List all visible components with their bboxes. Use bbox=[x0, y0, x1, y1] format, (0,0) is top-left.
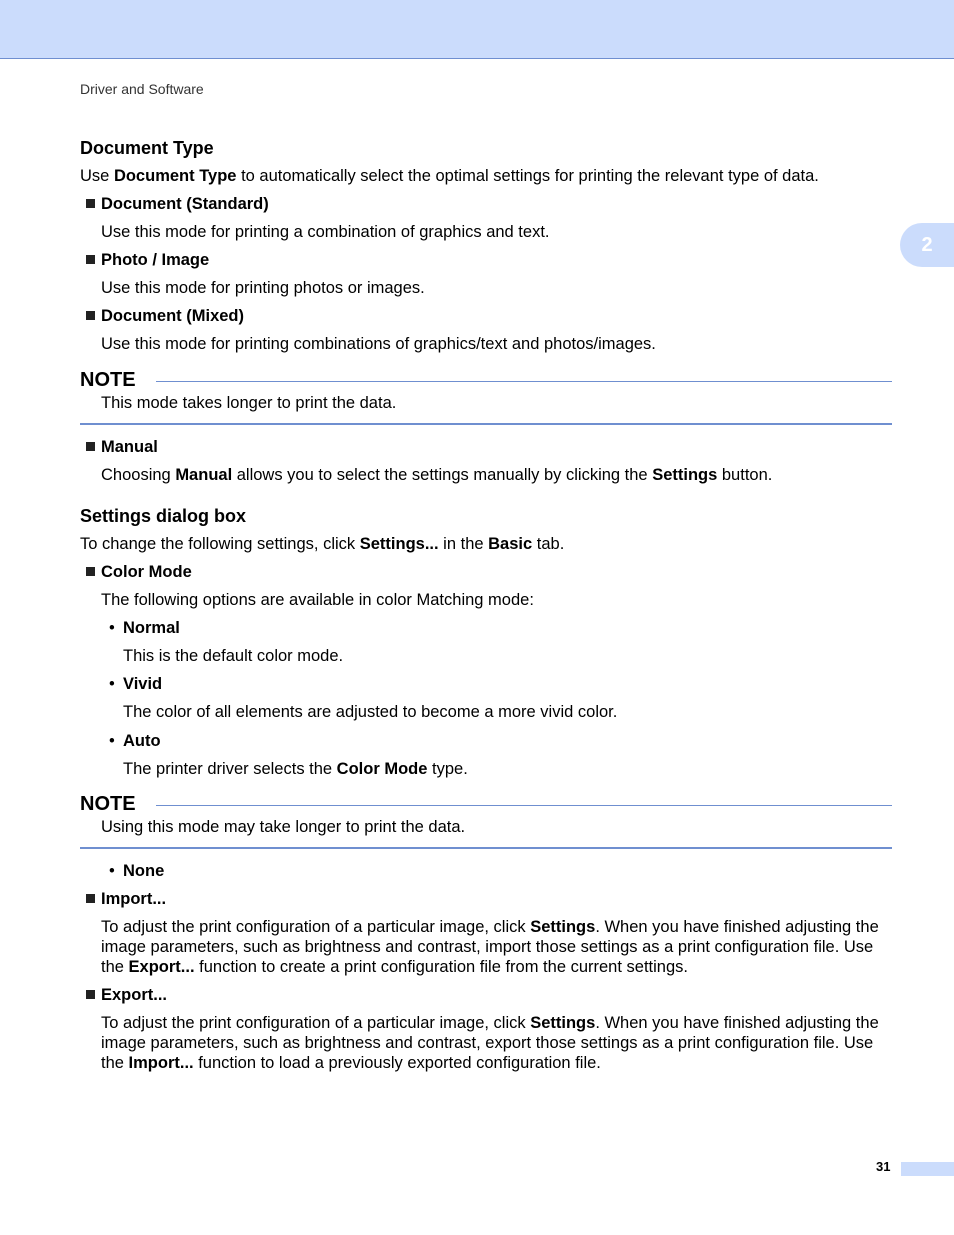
note-rule bbox=[156, 805, 892, 806]
item-document-standard-desc: Use this mode for printing a combination of graphics and text. bbox=[101, 223, 550, 241]
note-bottom-rule bbox=[80, 423, 892, 425]
note-box-color-mode bbox=[80, 792, 892, 849]
item-color-mode-desc: The following options are available in color Matching mode: bbox=[101, 591, 534, 609]
section-heading-settings-dialog: Settings dialog box bbox=[80, 506, 247, 526]
option-auto-desc: The printer driver selects the Color Mode type. bbox=[123, 760, 468, 778]
page-number: 31 bbox=[876, 1159, 891, 1174]
item-photo-image: Photo / Image bbox=[80, 250, 892, 270]
item-import: Import... bbox=[80, 889, 892, 909]
header-band bbox=[0, 0, 954, 59]
section-heading-document-type: Document Type bbox=[80, 138, 214, 158]
note-text: This mode takes longer to print the data. bbox=[101, 394, 397, 412]
note-box bbox=[80, 368, 892, 425]
footer-bar bbox=[901, 1162, 954, 1176]
option-vivid-desc: The color of all elements are adjusted to become a more vivid color. bbox=[123, 703, 618, 721]
item-document-mixed: Document (Mixed) bbox=[80, 306, 892, 326]
item-photo-image-desc: Use this mode for printing photos or images. bbox=[101, 279, 425, 297]
note-title: NOTE bbox=[80, 792, 136, 815]
item-import-desc: To adjust the print configuration of a particular image, click Settings. When you have finished adjusting the image parameters, such as brightness and contrast, import those settings as a print configuration file. Use the Export... function to create a print configuration file from the current settings. bbox=[101, 918, 879, 976]
note-title: NOTE bbox=[80, 368, 136, 391]
option-auto: • Auto bbox=[80, 731, 892, 751]
item-manual: Manual bbox=[80, 437, 892, 457]
option-normal: • Normal bbox=[80, 618, 892, 638]
item-export-desc: To adjust the print configuration of a particular image, click Settings. When you have finished adjusting the image parameters, such as brightness and contrast, export those settings as a print configuration file. Use the Import... function to load a previously exported configuration file. bbox=[101, 1014, 879, 1072]
note-bottom-rule bbox=[80, 847, 892, 849]
note-text: Using this mode may take longer to print the data. bbox=[101, 818, 466, 836]
breadcrumb: Driver and Software bbox=[80, 81, 204, 97]
item-manual-desc: Choosing Manual allows you to select the settings manually by clicking the Settings button. bbox=[101, 466, 773, 484]
note-rule bbox=[156, 381, 892, 382]
page-content bbox=[80, 136, 892, 1073]
item-export: Export... bbox=[80, 985, 892, 1005]
option-none: • None bbox=[80, 861, 892, 881]
item-color-mode: Color Mode bbox=[80, 562, 892, 582]
chapter-tab[interactable]: 2 bbox=[900, 223, 954, 267]
document-type-intro: Use Document Type to automatically select the optimal settings for printing the relevant type of data. bbox=[80, 167, 819, 185]
settings-intro: To change the following settings, click Settings... in the Basic tab. bbox=[80, 535, 565, 553]
option-vivid: • Vivid bbox=[80, 674, 892, 694]
item-document-standard: Document (Standard) bbox=[80, 194, 892, 214]
item-document-mixed-desc: Use this mode for printing combinations of graphics/text and photos/images. bbox=[101, 335, 656, 353]
option-normal-desc: This is the default color mode. bbox=[123, 647, 344, 665]
